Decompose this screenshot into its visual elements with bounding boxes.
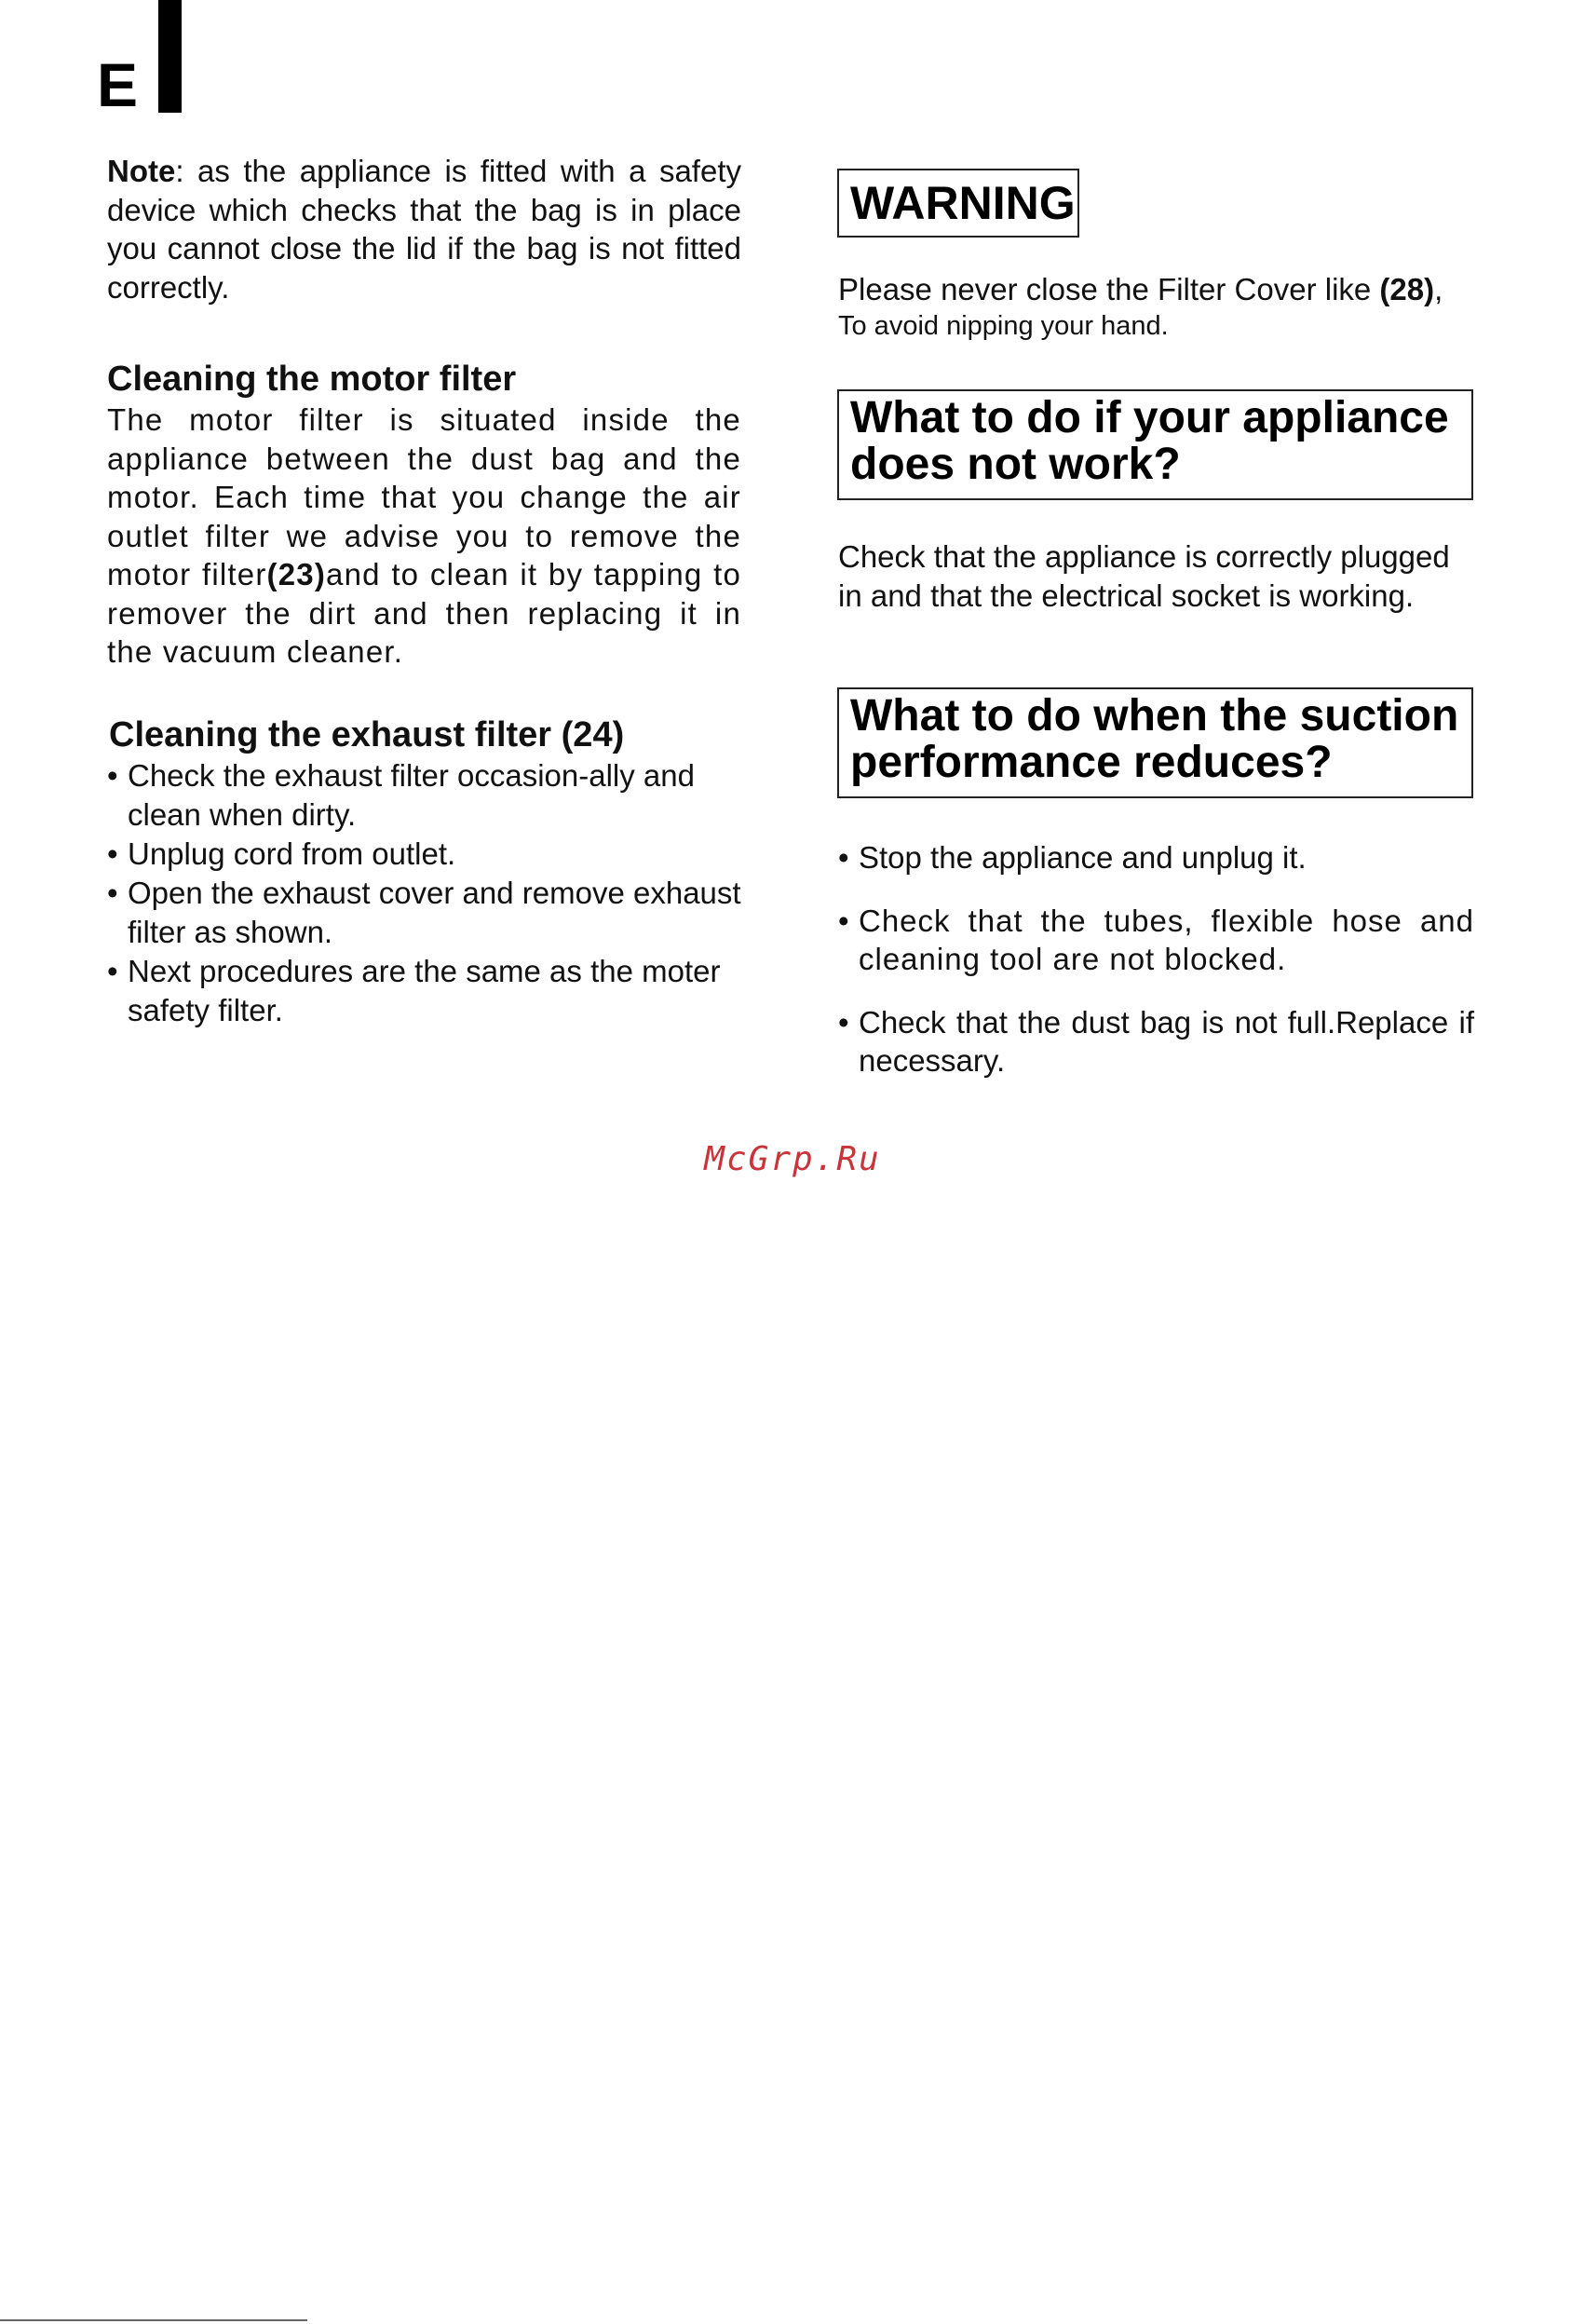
exhaust-bullet-list [107, 756, 759, 1030]
not-work-answer [838, 537, 1474, 615]
warning-ref: (28) [1379, 272, 1435, 306]
warning-text-after: , [1434, 272, 1443, 306]
motor-text-after: and to clean it by tapping to remover the dirt and then replacing it in the vacuum cleaner. [107, 557, 742, 669]
list-item: • Open the exhaust cover and remove exhaust filter as shown. [107, 874, 759, 952]
list-item: • Stop the appliance and unplug it. [838, 838, 1474, 877]
motor-filter-text [107, 401, 741, 672]
note-paragraph [107, 152, 741, 306]
motor-text-before: The motor filter is situated inside the appliance between the dust bag and the motor. Each time that you change the air outlet filter we advise you to remove the motor filter [107, 402, 741, 591]
warning-text [838, 270, 1474, 343]
question-box-suction: What to do when the suction performance reduces? [837, 687, 1473, 798]
not-work-text: Check that the appliance is correctly plugged in and that the electrical socket is working. [838, 539, 1450, 613]
list-item: • Check that the tubes, flexible hose and cleaning tool are not blocked. [838, 902, 1474, 979]
motor-filter-heading: Cleaning the motor filter [107, 360, 517, 399]
suction-bullet-list [838, 838, 1474, 1080]
list-item: • Check the exhaust filter occasion-ally and clean when dirty. [107, 756, 759, 835]
motor-ref: (23) [266, 557, 327, 591]
language-letter: E [97, 50, 139, 119]
exhaust-filter-heading: Cleaning the exhaust filter (24) [109, 715, 625, 754]
warning-text-before: Please never close the Filter Cover like [838, 272, 1380, 306]
question-box-not-work: What to do if your appliance does not work? [837, 389, 1473, 500]
note-label: Note [107, 154, 176, 188]
language-tab-bar [158, 0, 182, 113]
motor-filter-section [107, 358, 741, 672]
list-item: • Unplug cord from outlet. [107, 835, 759, 874]
footer-rule [0, 2319, 307, 2321]
list-item: • Check that the dust bag is not full.Replace if necessary. [838, 1003, 1474, 1080]
warning-text-2: To avoid nipping your hand. [838, 310, 1169, 341]
exhaust-filter-section [107, 714, 759, 1030]
warning-box: WARNING [837, 169, 1079, 238]
note-text: : as the appliance is fitted with a safety device which checks that the bag is in place you cannot close the lid if the bag is not fitted correctly. [107, 154, 741, 305]
watermark: McGrp.Ru [704, 1140, 881, 1178]
suction-answer [838, 838, 1474, 1105]
list-item: • Next procedures are the same as the moter safety filter. [107, 952, 759, 1030]
